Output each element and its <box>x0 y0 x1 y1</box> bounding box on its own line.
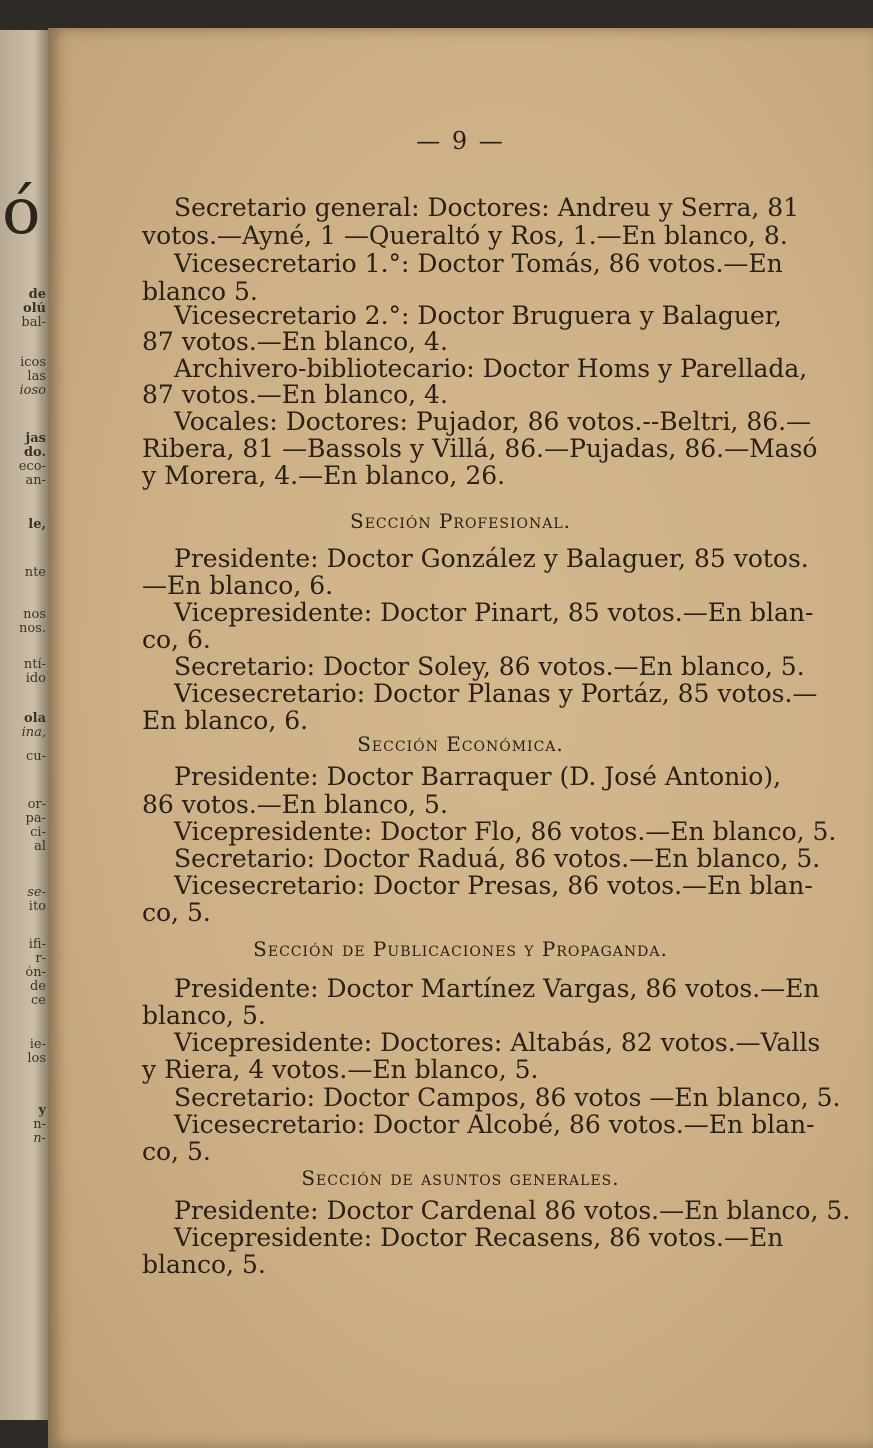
text-line: votos.—Ayné, 1 —Queraltó y Ros, 1.—En blanco, 8. <box>142 221 788 250</box>
text-line: y Morera, 4.—En blanco, 26. <box>142 461 506 490</box>
text-line: Vicesecretario: Doctor Presas, 86 votos.—En blan- <box>174 871 813 900</box>
text-line: 87 votos.—En blanco, 4. <box>142 327 448 356</box>
left-page-text-fragment: las <box>27 370 46 384</box>
left-page-text-fragment: ido <box>25 672 46 686</box>
text-line: Secretario: Doctor Campos, 86 votos —En blanco, 5. <box>174 1083 841 1112</box>
left-page-text-fragment: nos <box>23 608 46 622</box>
section-heading-publicaciones: Sección de Publicaciones y Propaganda. <box>253 937 668 961</box>
left-page-text-fragment: jas <box>25 432 46 446</box>
text-line: Secretario: Doctor Raduá, 86 votos.—En blanco, 5. <box>174 844 821 873</box>
text-line: Vicepresidente: Doctor Flo, 86 votos.—En blanco, 5. <box>174 817 837 846</box>
left-page-text-fragment: ioso <box>19 384 46 398</box>
left-page-text-fragment: bal- <box>21 316 46 330</box>
left-page-text-fragment: pa- <box>25 812 46 826</box>
text-line: Presidente: Doctor Martínez Vargas, 86 votos.—En <box>174 974 820 1003</box>
left-page-text-fragment: ce <box>31 994 46 1008</box>
section-heading-asuntos-generales: Sección de asuntos generales. <box>301 1166 620 1190</box>
left-page-text-fragment: an- <box>25 474 46 488</box>
left-page-large-letter: ó <box>2 175 41 249</box>
text-line: Vicesecretario: Doctor Alcobé, 86 votos.—En blan- <box>174 1110 815 1139</box>
text-line: Vicesecretario 2.°: Doctor Bruguera y Balaguer, <box>174 301 782 330</box>
left-page-text-fragment: olú <box>22 302 46 316</box>
left-page-text-fragment: r- <box>35 952 46 966</box>
left-page-text-fragment: n- <box>33 1132 46 1146</box>
left-page-text-fragment: se- <box>27 886 46 900</box>
text-line: Vicesecretario 1.°: Doctor Tomás, 86 votos.—En <box>174 249 783 278</box>
text-line: co, 5. <box>142 898 211 927</box>
section-heading-profesional: Sección Profesional. <box>350 509 571 533</box>
text-line: Vicepresidente: Doctor Recasens, 86 votos.—En <box>174 1223 784 1252</box>
left-page-text-fragment: eco- <box>18 460 46 474</box>
text-line: y Riera, 4 votos.—En blanco, 5. <box>142 1055 539 1084</box>
text-line: Secretario: Doctor Soley, 86 votos.—En blanco, 5. <box>174 652 805 681</box>
text-line: En blanco, 6. <box>142 706 309 735</box>
left-page-text-fragment: de <box>29 980 46 994</box>
left-page-text-fragment: los <box>27 1052 46 1066</box>
left-page-text-fragment: do. <box>23 446 46 460</box>
page-number: — 9 — <box>416 127 505 155</box>
text-line: Vocales: Doctores: Pujador, 86 votos.--Beltri, 86.— <box>174 407 812 436</box>
text-line: Presidente: Doctor Barraquer (D. José Antonio), <box>174 762 782 791</box>
text-line: Vicepresidente: Doctor Pinart, 85 votos.—En blan- <box>174 598 814 627</box>
left-page-text-fragment: ina, <box>21 726 46 740</box>
left-page-text-fragment: de <box>28 288 46 302</box>
left-page-text-fragment: or- <box>27 798 46 812</box>
section-heading-economica: Sección Económica. <box>357 732 564 756</box>
left-page-fragment <box>0 30 48 1420</box>
left-page-text-fragment: ci- <box>30 826 46 840</box>
text-line: blanco, 5. <box>142 1001 266 1030</box>
text-line: Archivero-bibliotecario: Doctor Homs y Parellada, <box>174 354 808 383</box>
left-page-text-fragment: al <box>34 840 46 854</box>
text-line: Ribera, 81 —Bassols y Villá, 86.—Pujadas, 86.—Masó <box>142 434 818 463</box>
text-line: —En blanco, 6. <box>142 571 334 600</box>
left-page-text-fragment: ie- <box>29 1038 46 1052</box>
left-page-text-fragment: ón- <box>25 966 46 980</box>
left-page-text-fragment: ola <box>23 712 46 726</box>
text-line: Vicesecretario: Doctor Planas y Portáz, 85 votos.— <box>174 679 818 708</box>
text-line: 86 votos.—En blanco, 5. <box>142 790 448 819</box>
text-line: Secretario general: Doctores: Andreu y Serra, 81 <box>174 193 800 222</box>
left-page-text-fragment: nte <box>24 566 46 580</box>
left-page-text-fragment: ito <box>28 900 46 914</box>
left-page-text-fragment: le, <box>28 518 46 532</box>
text-line: 87 votos.—En blanco, 4. <box>142 380 448 409</box>
left-page-text-fragment: y <box>38 1104 46 1118</box>
text-line: blanco, 5. <box>142 1250 266 1279</box>
text-line: Presidente: Doctor González y Balaguer, 85 votos. <box>174 544 809 573</box>
text-line: co, 6. <box>142 625 211 654</box>
text-line: Presidente: Doctor Cardenal 86 votos.—En blanco, 5. <box>174 1196 851 1225</box>
left-page-text-fragment: ntí- <box>23 658 46 672</box>
text-line: Vicepresidente: Doctores: Altabás, 82 votos.—Valls <box>174 1028 821 1057</box>
left-page-text-fragment: cu- <box>25 750 46 764</box>
text-line: blanco 5. <box>142 277 258 306</box>
left-page-text-fragment: n- <box>33 1118 46 1132</box>
left-page-text-fragment: icos <box>20 356 46 370</box>
left-page-text-fragment: nos. <box>18 622 46 636</box>
book-page <box>48 28 873 1448</box>
left-page-text-fragment: ifi- <box>28 938 46 952</box>
text-line: co, 5. <box>142 1137 211 1166</box>
